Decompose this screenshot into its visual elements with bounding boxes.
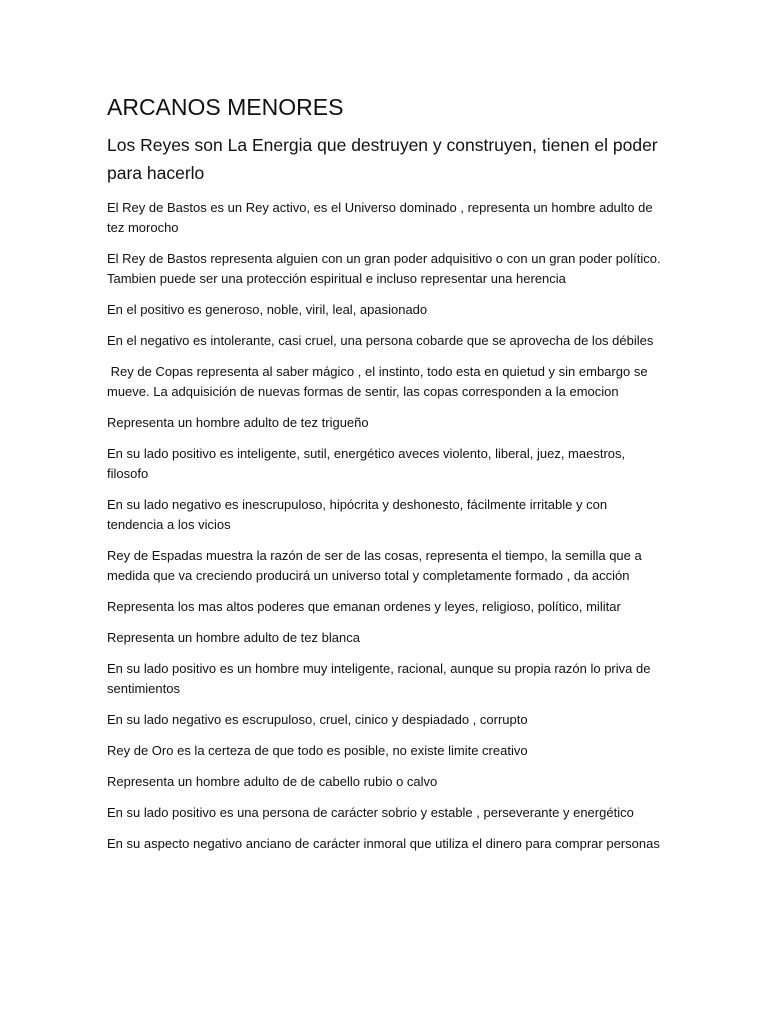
paragraph-rey-bastos-poder: El Rey de Bastos representa alguien con un gran poder adquisitivo o con un gran poder político. Tambien puede ser una protección espiritual e incluso representar una herencia [107, 251, 664, 286]
paragraph-bastos-positivo: En el positivo es generoso, noble, viril, leal, apasionado [107, 302, 428, 317]
paragraph-rey-copas-intro: Rey de Copas representa al saber mágico , el instinto, todo esta en quietud y sin embargo se mueve. La adquisición de nuevas formas de sentir, las copas corresponden a la emocion [107, 364, 652, 399]
paragraph-rey-bastos-intro: El Rey de Bastos es un Rey activo, es el Universo dominado , representa un hombre adulto de tez morocho [107, 200, 657, 235]
paragraph-espadas-positivo: En su lado positivo es un hombre muy inteligente, racional, aunque su propia razón lo priva de sentimientos [107, 661, 655, 696]
paragraph-copas-negativo: En su lado negativo es inescrupuloso, hipócrita y deshonesto, fácilmente irritable y con tendencia a los vicios [107, 497, 611, 532]
paragraph-bastos-negativo: En el negativo es intolerante, casi cruel, una persona cobarde que se aprovecha de los débiles [107, 333, 654, 348]
paragraph-oro-positivo: En su lado positivo es una persona de carácter sobrio y estable , perseverante y energético [107, 805, 634, 820]
paragraph-copas-representa: Representa un hombre adulto de tez trigueño [107, 415, 369, 430]
paragraph-oro-representa: Representa un hombre adulto de de cabello rubio o calvo [107, 774, 438, 789]
document-subtitle: Los Reyes son La Energia que destruyen y construyen, tienen el poder para hacerlo [107, 135, 658, 183]
paragraph-oro-negativo: En su aspecto negativo anciano de carácter inmoral que utiliza el dinero para comprar personas [107, 836, 660, 851]
paragraph-rey-oro-intro: Rey de Oro es la certeza de que todo es posible, no existe limite creativo [107, 743, 528, 758]
paragraph-espadas-poderes: Representa los mas altos poderes que emanan ordenes y leyes, religioso, político, militar [107, 599, 621, 614]
paragraph-rey-espadas-intro: Rey de Espadas muestra la razón de ser de las cosas, representa el tiempo, la semilla que a medida que va creciendo producirá un universo total y completamente formado , da acción [107, 548, 646, 583]
paragraph-espadas-negativo: En su lado negativo es escrupuloso, cruel, cinico y despiadado , corrupto [107, 712, 528, 727]
document-title: ARCANOS MENORES [107, 94, 344, 120]
document-page [107, 93, 667, 865]
paragraph-espadas-representa: Representa un hombre adulto de tez blanca [107, 630, 360, 645]
paragraph-copas-positivo: En su lado positivo es inteligente, sutil, energético aveces violento, liberal, juez, maestros, filosofo [107, 446, 629, 481]
